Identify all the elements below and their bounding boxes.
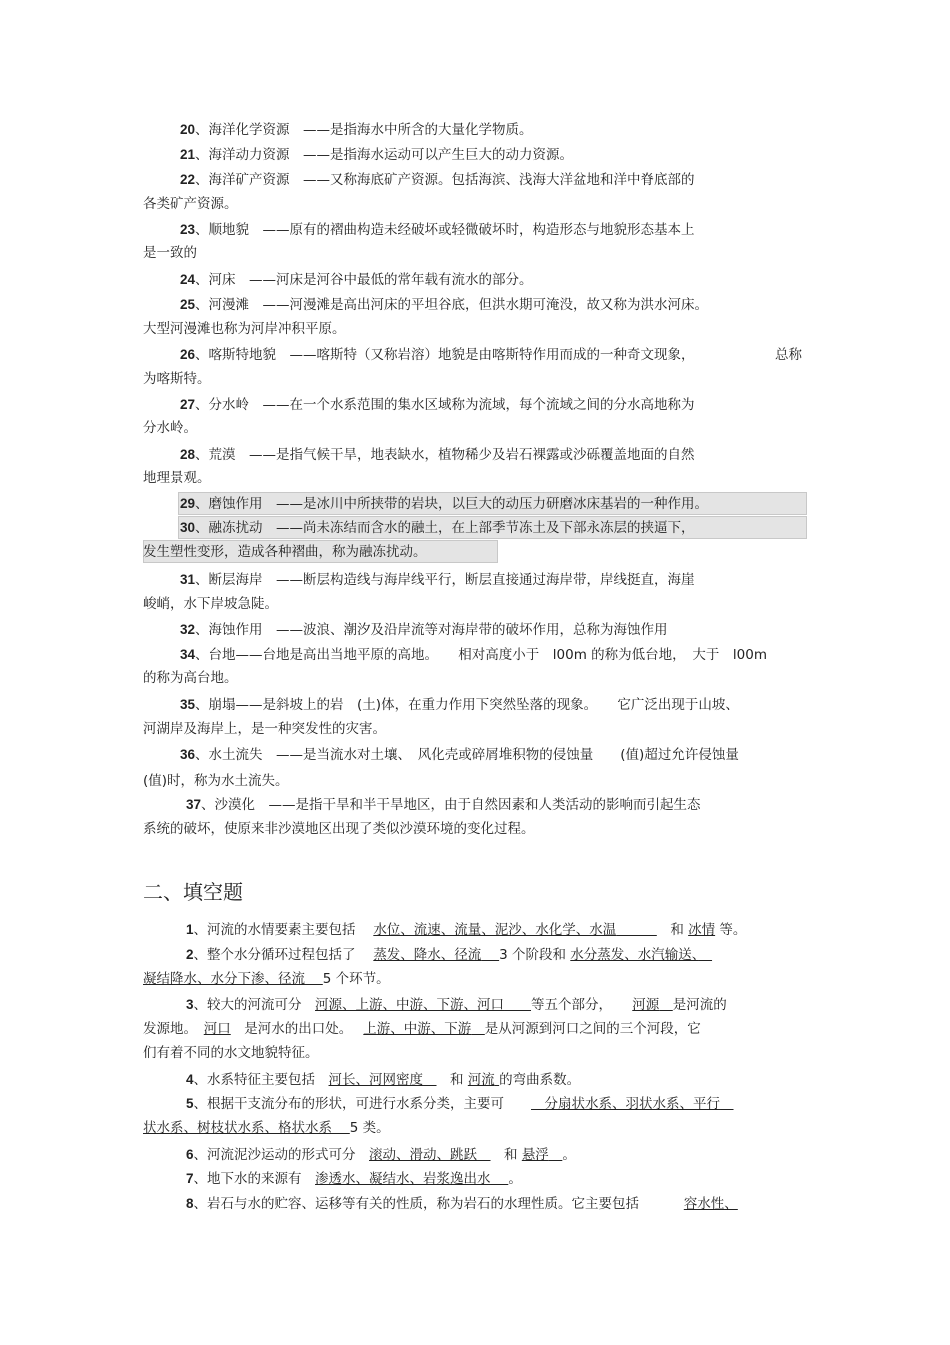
definition-30: 30、融冻扰动 ——尚未冻结而含水的融土，在上部季节冻土及下部永冻层的挟逼下， [180, 520, 695, 536]
definition-35-cont: 河湖岸及海岸上，是一种突发性的灾害。 [143, 721, 386, 737]
definition-23: 23、顺地貌 ——原有的褶曲构造未经破坏或轻微破坏时，构造形态与地貌形态基本上 [180, 222, 695, 238]
question-5: 5、根据干支流分布的形状，可进行水系分类，主要可 分扇状水系、羽状水系、平行 [186, 1096, 721, 1112]
question-6: 6、河流泥沙运动的形式可分 滚动、滑动、跳跃 和 悬浮 。 [186, 1147, 576, 1163]
definition-22-cont: 各类矿产资源。 [143, 196, 238, 212]
section-title: 二、填空题 [143, 880, 243, 904]
definition-36-cont: (值)时，称为水土流失。 [143, 773, 289, 789]
definition-20: 20、海洋化学资源 ——是指海水中所含的大量化学物质。 [180, 122, 533, 138]
question-3: 3、较大的河流可分 河源、上游、中游、下游、河口 等五个部分， 河源 是河流的 [186, 997, 727, 1013]
definition-29: 29、磨蚀作用 ——是冰川中所挟带的岩块，以巨大的动压力研磨冰床基岩的一种作用。 [180, 496, 709, 512]
question-3-cont: 发源地。 河口 是河水的出口处。 上游、中游、下游 是从河源到河口之间的三个河段，它 [143, 1021, 701, 1037]
definition-31-cont: 峻峭，水下岸坡急陡。 [143, 596, 278, 612]
definition-36: 36、水土流失 ——是当流水对土壤、 风化壳或碎屑堆积物的侵蚀量 (值)超过允许侵蚀量 [180, 747, 739, 763]
definition-27-cont: 分水岭。 [143, 420, 197, 436]
question-2: 2、整个水分循环过程包括了 蒸发、降水、径流 3 个阶段和 水分蒸发、水汽输送、 [186, 947, 699, 963]
question-7: 7、地下水的来源有 渗透水、凝结水、岩浆逸出水 。 [186, 1171, 522, 1187]
definition-21: 21、海洋动力资源 ——是指海水运动可以产生巨大的动力资源。 [180, 147, 574, 163]
question-3-cont2: 们有着不同的水文地貌特征。 [143, 1045, 319, 1061]
definition-28: 28、荒漠 ——是指气候干旱，地表缺水，植物稀少及岩石裸露或沙砾覆盖地面的自然 [180, 447, 695, 463]
definition-28-cont: 地理景观。 [143, 470, 211, 486]
definition-24: 24、河床 ——河床是河谷中最低的常年载有流水的部分。 [180, 272, 533, 288]
definition-26-tail: 总称 [775, 347, 802, 363]
definition-37: 37、沙漠化 ——是指干旱和半干旱地区，由于自然因素和人类活动的影响而引起生态 [186, 797, 701, 813]
question-4: 4、水系特征主要包括 河长、河网密度 和 河流 的弯曲系数。 [186, 1072, 581, 1088]
definition-27: 27、分水岭 ——在一个水系范围的集水区域称为流域，每个流域之间的分水高地称为 [180, 397, 695, 413]
definition-30-cont: 发生塑性变形，造成各种褶曲，称为融冻扰动。 [143, 544, 427, 560]
definition-23-cont: 是一致的 [143, 245, 197, 261]
definition-35: 35、崩塌——是斜坡上的岩 (土)体，在重力作用下突然坠落的现象。 它广泛出现于山坡、 [180, 697, 739, 713]
question-2-cont: 凝结降水、水分下渗、径流 5 个环节。 [143, 971, 390, 987]
definition-32: 32、海蚀作用 ——波浪、潮汐及沿岸流等对海岸带的破坏作用，总称为海蚀作用 [180, 622, 668, 638]
definition-31: 31、断层海岸 ——断层构造线与海岸线平行，断层直接通过海岸带，岸线挺直，海崖 [180, 572, 695, 588]
definition-25: 25、河漫滩 ——河漫滩是高出河床的平坦谷底，但洪水期可淹没，故又称为洪水河床。 [180, 297, 709, 313]
definition-26: 26、喀斯特地貌 ——喀斯特（又称岩溶）地貌是由喀斯特作用而成的一种奇文现象， [180, 347, 695, 363]
definition-34-cont: 的称为高台地。 [143, 670, 238, 686]
definition-26-cont: 为喀斯特。 [143, 371, 211, 387]
question-8: 8、岩石与水的贮容、运移等有关的性质，称为岩石的水理性质。它主要包括 容水性、 [186, 1196, 738, 1212]
definition-34: 34、台地——台地是高出当地平原的高地。 相对高度小于 l00m 的称为低台地， 大于 l00m [180, 647, 767, 663]
question-5-cont: 状水系、树枝状水系、格状水系 5 类。 [143, 1120, 390, 1136]
definition-37-cont: 系统的破坏，使原来非沙漠地区出现了类似沙漠环境的变化过程。 [143, 821, 535, 837]
question-1: 1、河流的水情要素主要包括 水位、流速、流量、泥沙、水化学、水温 和 冰情 等。 [186, 922, 747, 938]
definition-25-cont: 大型河漫滩也称为河岸冲积平原。 [143, 321, 346, 337]
definition-22: 22、海洋矿产资源 ——又称海底矿产资源。包括海滨、浅海大洋盆地和洋中脊底部的 [180, 172, 695, 188]
